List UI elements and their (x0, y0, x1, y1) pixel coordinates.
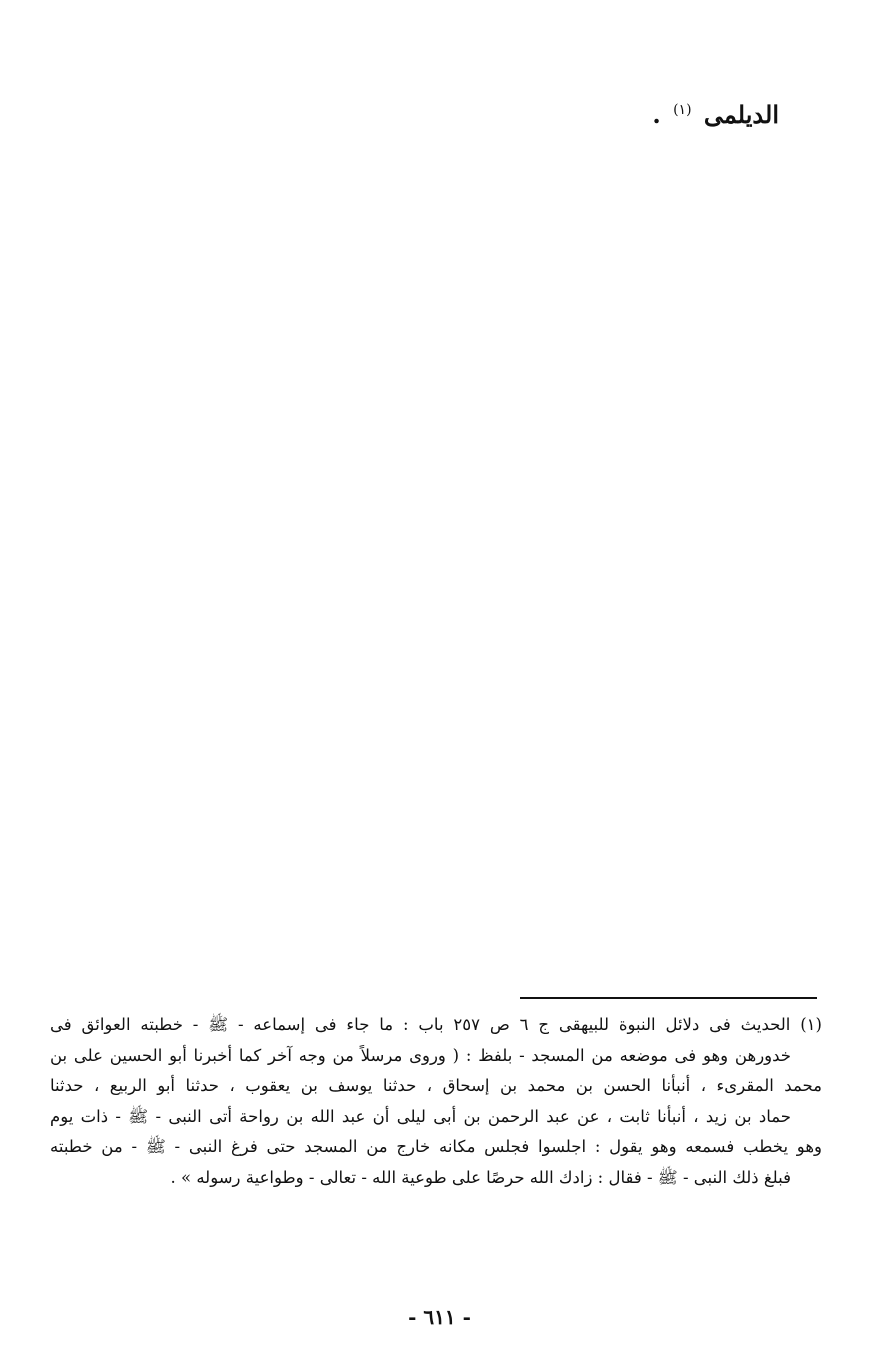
footnote-line: حماد بن زيد ، أنبأنا ثابت ، عن عبد الرحمن بن أبى ليلى أن عبد الله بن رواحة أتى النبى - ﷺ - ذات يوم (50, 1106, 791, 1126)
footnote-line: فبلغ ذلك النبى - ﷺ - فقال : زادك الله حرصًا على طوعية الله - تعالى - وطواعية رسوله » . (170, 1167, 791, 1187)
top-word: الديلمى (703, 100, 779, 129)
top-period: . (652, 100, 661, 129)
footnote-line: (١) الحديث فى دلائل النبوة للبيهقى ج ٦ ص ٢٥٧ باب : ما جاء فى إسماعه - ﷺ - خطبته العوائق فى (50, 1015, 822, 1034)
footnote-line: محمد المقرىء ، أنبأنا الحسن بن محمد بن إسحاق ، حدثنا يوسف بن يعقوب ، حدثنا أبو الربيع ، حدثنا (50, 1076, 822, 1096)
footnote-line: خدورهن وهو فى موضعه من المسجد - بلفظ : ( وروى مرسلاً من وجه آخر كما أخبرنا أبو الحسين على بن (50, 1045, 791, 1065)
footnote-line: وهو يخطب فسمعه وهو يقول : اجلسوا فجلس مكانه خارج من المسجد حتى فرغ النبى - ﷺ - من خطبته (50, 1137, 822, 1157)
footnote-separator (520, 997, 817, 999)
page-number: - ٦١١ - (408, 1305, 471, 1329)
footnote-reference: (١) (673, 102, 692, 118)
footnote (50, 1010, 822, 1194)
top-text (652, 100, 779, 129)
